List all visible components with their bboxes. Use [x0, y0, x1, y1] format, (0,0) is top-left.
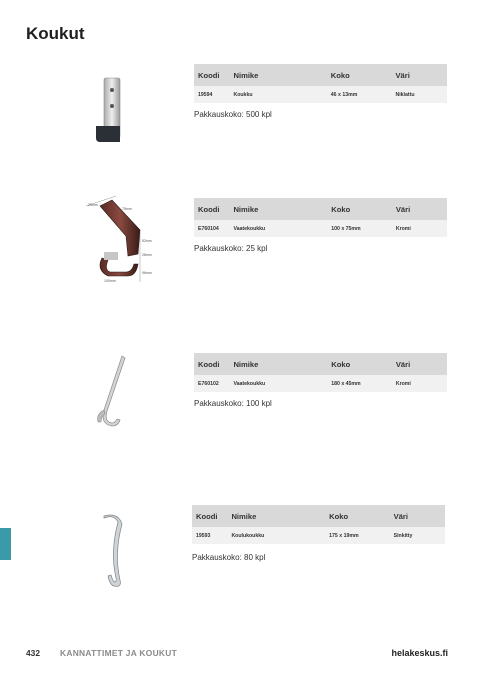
cell-size: 175 x 19mm — [325, 527, 390, 544]
dimension-label: 75mm — [122, 207, 132, 211]
cell-name: Koulukoukku — [227, 527, 325, 544]
product-image-hook-19594 — [88, 76, 132, 148]
page-number: 432 — [26, 648, 40, 658]
table-row — [192, 527, 445, 544]
table-row — [194, 375, 447, 392]
cell-code: E760104 — [194, 220, 229, 237]
header-color: Väri — [392, 198, 447, 220]
dimension-label: 96mm — [142, 271, 152, 275]
header-name: Nimike — [229, 353, 327, 375]
page-title: Koukut — [26, 24, 85, 43]
cell-color: Sinkitty — [390, 527, 445, 544]
header-name: Nimike — [229, 198, 327, 220]
header-color: Väri — [390, 505, 445, 527]
footer-site-link[interactable]: helakeskus.fi — [391, 648, 448, 658]
cell-size: 100 x 75mm — [327, 220, 392, 237]
header-name: Nimike — [227, 505, 325, 527]
dimension-label: 52mm — [142, 239, 152, 243]
product-image-coat-hook-e760104 — [82, 192, 166, 286]
header-name: Nimike — [229, 64, 326, 86]
spec-table — [194, 64, 447, 103]
dimension-label: 100mm — [104, 279, 116, 283]
spec-table — [192, 505, 445, 544]
product-image-school-hook-19593 — [94, 510, 134, 590]
header-code: Koodi — [194, 353, 229, 375]
cell-name: Koukku — [229, 86, 326, 103]
header-color: Väri — [392, 353, 447, 375]
section-color-tab — [0, 528, 11, 560]
cell-color: Kromi — [392, 375, 447, 392]
dimension-label: 25mm — [88, 203, 98, 207]
spec-table — [194, 198, 447, 237]
pack-size: Pakkauskoko: 80 kpl — [192, 553, 266, 562]
cell-color: Niklattu — [391, 86, 447, 103]
cell-code: E760102 — [194, 375, 229, 392]
header-code: Koodi — [192, 505, 227, 527]
spec-table — [194, 353, 447, 392]
pack-size: Pakkauskoko: 100 kpl — [194, 399, 272, 408]
footer-section-name: KANNATTIMET JA KOUKUT — [60, 648, 178, 658]
cell-size: 180 x 45mm — [327, 375, 392, 392]
dimension-label: 28mm — [142, 253, 152, 257]
product-image-coat-hook-e760102 — [90, 352, 132, 436]
header-code: Koodi — [194, 64, 229, 86]
cell-code: 19594 — [194, 86, 229, 103]
cell-size: 46 x 13mm — [327, 86, 392, 103]
cell-color: Kromi — [392, 220, 447, 237]
header-size: Koko — [327, 198, 392, 220]
header-size: Koko — [325, 505, 390, 527]
cell-name: Vaatekoukku — [229, 220, 327, 237]
table-row — [194, 220, 447, 237]
table-row — [194, 86, 447, 103]
header-code: Koodi — [194, 198, 229, 220]
pack-size: Pakkauskoko: 500 kpl — [194, 110, 272, 119]
header-size: Koko — [327, 353, 392, 375]
cell-code: 19593 — [192, 527, 227, 544]
cell-name: Vaatekoukku — [229, 375, 327, 392]
header-size: Koko — [327, 64, 392, 86]
header-color: Väri — [391, 64, 447, 86]
pack-size: Pakkauskoko: 25 kpl — [194, 244, 268, 253]
